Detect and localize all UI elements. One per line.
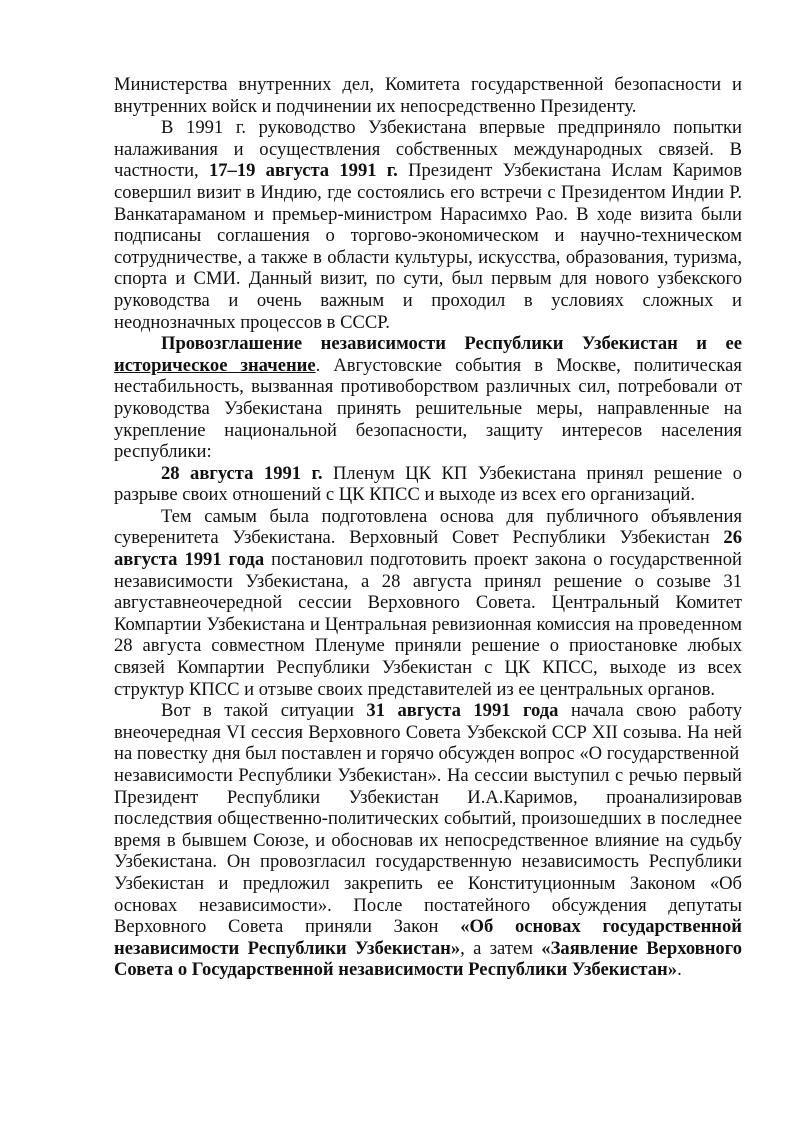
paragraph-7-text-2: , а затем [460, 937, 542, 959]
paragraph-6 [114, 700, 742, 765]
paragraph-3-text: . Августовские события в Москве, политическая нестабильность, вызванная противоборством различных сил, потребовали от руководства Узбекистана принять решительные меры, направленные на укрепление национальной безопасности, защиту интересов населения республики: [114, 354, 742, 463]
law-title: «Об основах государственной независимости Республики Узбекистан» [114, 916, 743, 959]
paragraph-5-text-2: постановил подготовить проект закона о государственной независимости Узбекистана, а 28 августа принял решение о созыве 31 августавнеочередной сессии Верховного Совета. Центральный Комитет Компартии Узбекистана и Центральная ревизионная комиссия на проведенном 28 августа совместном Пленуме приняли решение о приостановке любых связей Компартии Республики Узбекистан с ЦК КПСС, выходе из всех структур КПСС и отзыве своих представителей из ее центральных органов. [114, 549, 742, 700]
paragraph-3 [114, 333, 742, 463]
paragraph-7-text-3: . [677, 959, 682, 981]
paragraph-5-bold-date: 26 августа 1991 года [114, 527, 742, 571]
paragraph-4 [114, 463, 742, 506]
paragraph-6-text-2: начала свою работу внеочередная VI сессия Верховного Совета Узбекской ССР XII созыва. На ней на повестку дня был поставлен и горячо обсужден вопрос «О государственной [114, 700, 742, 765]
paragraph-5 [114, 506, 742, 700]
paragraph-6-bold-date: 31 августа 1991 года [366, 700, 559, 722]
paragraph-4-bold-date: 28 августа 1991 г. [161, 462, 323, 484]
paragraph-2-text-1: В 1991 г. руководство Узбекистана впервые предприняло попытки налаживания и осуществления собственных международных связей. В частности, [114, 117, 742, 182]
paragraph-7 [114, 765, 742, 981]
section-heading-underlined: историческое значение [114, 354, 316, 376]
paragraph-2-text-2: Президент Узбекистана Ислам Каримов совершил визит в Индию, где состоялись его встречи с Президентом Индии Р. Ванкатараманом и премьер-министром Нарасимхо Рао. В ходе визита были подписаны соглашения о торгово-экономическом и научно-техническом сотрудничестве, а также в области культуры, искусства, образования, туризма, спорта и СМИ. Данный визит, по сути, был первым для нового узбекского руководства и очень важным и проходил в условиях сложных и неоднозначных процессов в СССР. [114, 160, 743, 333]
declaration-title: «Заявление Верховного Совета о Государственной независимости Республики Узбекистан» [114, 937, 742, 981]
paragraph-1-text: Министерства внутренних дел, Комитета государственной безопасности и внутренних войск и подчинении их непосредственно Президенту. [114, 74, 742, 117]
paragraph-2 [114, 117, 742, 333]
paragraph-4-text: Пленум ЦК КП Узбекистана принял решение о разрыве своих отношений с ЦК КПСС и выходе из всех его организаций. [114, 462, 743, 506]
section-heading: Провозглашение независимости Республики Узбекистан и ее [161, 333, 742, 355]
paragraph-2-bold-date: 17–19 августа 1991 г. [208, 160, 398, 182]
paragraph-5-text-1: Тем самым была подготовлена основа для публичного объявления суверенитета Узбекистана. Верховный Совет Республики Узбекистан [114, 505, 742, 549]
paragraph-1 [114, 74, 742, 117]
paragraph-6-text-1: Вот в такой ситуации [161, 700, 367, 722]
paragraph-7-text-1: независимости Республики Узбекистан». На сессии выступил с речью первый Президент Республики Узбекистан И.А.Каримов, проанализировав последствия общественно-политических событий, произошедших в последнее время в бывшем Союзе, и обосновав их непосредственное влияние на судьбу Узбекистана. Он провозгласил государственную независимость Республики Узбекистан и предложил закрепить ее Конституционным Законом «Об основах независимости». После постатейного обсуждения депутаты Верховного Совета приняли Закон [114, 765, 742, 938]
document-page [114, 74, 742, 981]
